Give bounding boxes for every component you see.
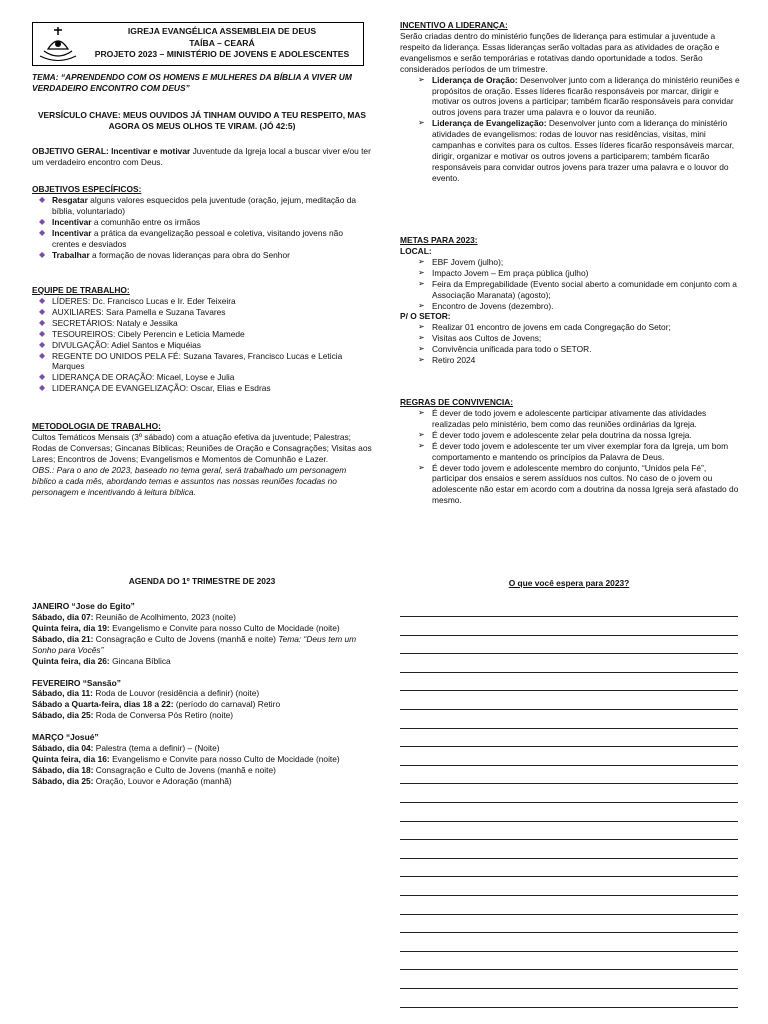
writing-line	[400, 802, 738, 803]
agenda-entry	[32, 656, 377, 667]
agenda-entry	[32, 743, 377, 754]
agenda-entry-text: Evangelismo e Convite para nosso Culto de Mocidade (noite)	[112, 754, 340, 765]
agenda-entry-text: Reunião de Acolhimento, 2023 (noite)	[95, 611, 236, 622]
equipe-item: ◆ AUXILIARES: Sara Pamella e Suzana Tavares	[32, 307, 372, 318]
writing-line	[400, 951, 738, 952]
meta-local-item: ➢ EBF Jovem (julho);	[400, 257, 740, 268]
writing-line	[400, 858, 738, 859]
agenda-entry	[32, 776, 377, 787]
agenda-entry-date: Sábado a Quarta-feira, dias 18 a 22:	[32, 699, 174, 710]
objetivo-geral-text: Juventude da Igreja local a buscar viver e/ou ter um verdadeiro encontro com Deus.	[32, 146, 371, 167]
objetivo-verb: Incentivar	[52, 216, 92, 227]
agenda-month-name: JANEIRO “Jose do Egito”	[32, 601, 135, 611]
objetivo-verb: Resgatar	[52, 194, 88, 205]
agenda-entry-date: Sábado, dia 07:	[32, 611, 94, 622]
agenda-month	[32, 732, 377, 787]
equipe-item: ◆ LIDERANÇA DE EVANGELIZAÇÃO: Oscar, Elias e Esdras	[32, 383, 372, 394]
writing-line	[400, 988, 738, 989]
equipe-item: ◆ DIVULGAÇÃO: Adiel Santos e Miquéias	[32, 340, 372, 351]
metodologia-obs: OBS.: Para o ano de 2023, baseado no tema geral, será trabalhado um personagem bíblico a cada mês, abordando temas e assuntos nas nossas reuniões focadas no personagem e incentivando à leitura bíblica.	[32, 464, 347, 497]
metodologia-text: Cultos Temáticos Mensais (3º sábado) com a atuação efetiva da juventude; Palestras; Rodas de Conversas; Gincanas Bíblicas; Reuniões de Oração e Consagrações; Visitas aos Lares; Encontros de Jovens; Evangelismos e Momentos de Comunhão e Lazer.	[32, 431, 372, 464]
equipe-item: ◆ REGENTE DO UNIDOS PELA FÉ: Suzana Tavares, Francisco Lucas e Leticia Marques	[32, 351, 372, 373]
agenda-entry-text: Consagração e Culto de Jovens (manhã e noite)	[95, 633, 276, 644]
agenda-entry	[32, 710, 377, 721]
meta-setor-item: ➢ Retiro 2024	[400, 355, 740, 366]
objetivo-text: a formação de novas lideranças para obra do Senhor	[92, 249, 290, 260]
incentivo-section	[400, 20, 740, 184]
writing-line	[400, 709, 738, 710]
writing-line	[400, 765, 738, 766]
agenda-entry	[32, 688, 377, 699]
church-name: IGREJA EVANGÉLICA ASSEMBLEIA DE DEUS	[127, 26, 317, 36]
agenda-month	[32, 601, 377, 667]
equipe-item: ◆ SECRETÁRIOS: Nataly e Jessika	[32, 318, 372, 329]
agenda-month-name: FEVEREIRO “Sansão”	[32, 677, 121, 688]
section-title: INCENTIVO A LIDERANÇA:	[400, 20, 508, 30]
church-logo-icon	[36, 25, 80, 63]
agenda-title-wrap	[32, 576, 372, 587]
agenda-entry-date: Sábado, dia 18:	[32, 764, 94, 775]
writing-line	[400, 672, 738, 673]
writing-line	[400, 746, 738, 747]
agenda-entry	[32, 765, 377, 776]
meta-setor-item: ➢ Convivência unificada para todo o SETOR.	[400, 344, 740, 355]
agenda-title: AGENDA DO 1º TRIMESTRE DE 2023	[128, 576, 276, 586]
section-title: REGRAS DE CONVIVENCIA:	[400, 397, 514, 407]
agenda-entry	[32, 754, 377, 765]
objetivo-item	[32, 250, 372, 261]
equipe-item: ◆ LIDERANÇA DE ORAÇÃO: Micael, Loyse e Julia	[32, 372, 372, 383]
agenda-section	[32, 601, 377, 798]
section-title: METAS PARA 2023:	[400, 235, 478, 245]
incentivo-text: Desenvolver junto com a liderança do ministério reuniões e propósitos de oração. Esses líderes ficarão responsáveis por marcar, dirigir e motivar os outros jovens a participar; também ficarão responsáveis para convidar outros jovens para trazer uma palavra e o louvor da reunião.	[432, 74, 740, 118]
equipe-section	[32, 285, 372, 394]
agenda-entry-text: (período do carnaval) Retiro	[175, 699, 281, 710]
writing-line	[400, 653, 738, 654]
metas-setor-list	[400, 322, 740, 366]
meta-local-item: ➢ Impacto Jovem – Em praça pública (julho)	[400, 268, 740, 279]
tema-section	[32, 72, 372, 94]
objetivo-verb: Trabalhar	[52, 249, 90, 260]
objetivo-geral-label: OBJETIVO GERAL:	[32, 146, 109, 156]
church-location: TAÍBA – CEARÁ	[189, 37, 255, 48]
agenda-entry-tema: Tema: “Deus tem um Sonho para Vocês”	[32, 633, 357, 655]
versiculo-section	[32, 110, 372, 132]
regras-section	[400, 397, 740, 506]
objetivo-text: a comunhão entre os irmãos	[93, 216, 201, 227]
regra-item: ➢ É dever todo jovem e adolescente ter um viver exemplar fora da Igreja, um bom comportamento e mantendo os princípios da Palavra de Deus.	[400, 441, 740, 463]
writing-line	[400, 895, 738, 896]
agenda-entry	[32, 699, 377, 710]
writing-line	[400, 932, 738, 933]
writing-line	[400, 839, 738, 840]
incentivo-intro: Serão criadas dentro do ministério funções de liderança para estimular a juventude a respeito da liderança. Essas lideranças serão voltadas para as atividades de oração e evangelismos e serão temporárias e rotativas dando oportunidade a todos. Serão considerados períodos de um trimestre.	[400, 30, 720, 74]
expectativa-title-wrap	[400, 578, 738, 589]
metas-local-list	[400, 257, 740, 312]
equipe-item: ◆ LÍDERES: Dc. Francisco Lucas e Ir. Eder Teixeira	[32, 296, 372, 307]
writing-line	[400, 1007, 738, 1008]
objetivo-verb: Incentivar	[52, 227, 92, 238]
objetivo-text: a prática da evangelização pessoal e coletiva, visitando jovens não crentes e desviados	[52, 227, 343, 249]
agenda-month	[32, 678, 377, 722]
objetivo-item	[32, 228, 372, 250]
agenda-entry-date: Sábado, dia 25:	[32, 710, 94, 721]
regras-list	[400, 408, 740, 506]
objetivo-item	[32, 195, 372, 217]
incentivo-text: Desenvolver junto com a liderança do ministério atividades de evangelismos: rodas de louvor nas residências, visitas, mini campanhas e convites para os cultos. Esses líderes ficarão responsáveis marcar, dirigir, organizar e motivar os outros jovens a participarem; também ficarão responsáveis para convidar outros jovens para trazer uma palavra e o louvor do evento.	[432, 118, 735, 183]
section-title: METODOLOGIA DE TRABALHO:	[32, 421, 161, 431]
document-header	[32, 22, 364, 66]
agenda-entry-text: Gincana Bíblica	[112, 655, 171, 666]
equipe-list	[32, 296, 372, 394]
incentivo-list	[400, 75, 740, 184]
agenda-entry-text: Palestra (tema a definir) – (Noite)	[95, 743, 220, 754]
agenda-entry-date: Quinta feira, dia 19:	[32, 622, 110, 633]
agenda-entry-date: Sábado, dia 11:	[32, 688, 93, 699]
agenda-entry-date: Sábado, dia 25:	[32, 775, 94, 786]
agenda-month-name: MARÇO “Josué”	[32, 732, 99, 743]
metas-local-label: LOCAL:	[400, 245, 432, 256]
writing-line	[400, 690, 738, 691]
writing-line	[400, 821, 738, 822]
objetivos-list	[32, 195, 372, 261]
regra-item: ➢ É dever todo jovem e adolescente membro do conjunto, “Unidos pela Fé”, participar dos ensaios e serem assíduos nos cultos. No caso de o jovem ou adolescente não estar em acordo com a doutrina da nossa Igreja será afastado do mesmo.	[400, 463, 740, 507]
versiculo-text: VERSÍCULO CHAVE: MEUS OUVIDOS JÁ TINHAM OUVIDO A TEU RESPEITO, MAS AGORA OS MEUS OLHOS TE VIRAM. (JÓ 42:5)	[37, 110, 367, 131]
metodologia-section	[32, 421, 372, 497]
writing-line	[400, 969, 738, 970]
meta-setor-item: ➢ Visitas aos Cultos de Jovens;	[400, 333, 740, 344]
header-titles	[83, 26, 361, 61]
regra-item: ➢ É dever de todo jovem e adolescente participar ativamente das atividades realizadas pelo ministério, bem como das reuniões ordinárias da Igreja.	[400, 408, 740, 430]
tema-text: TEMA: “APRENDENDO COM OS HOMENS E MULHERES DA BÍBLIA A VIVER UM VERDADEIRO ENCONTRO COM DEUS”	[32, 72, 352, 93]
agenda-entry	[32, 634, 377, 656]
agenda-entry-date: Sábado, dia 21:	[32, 633, 94, 644]
objetivo-geral-bold: Incentivar e motivar	[111, 146, 191, 156]
agenda-entry-date: Sábado, dia 04:	[32, 743, 94, 754]
objetivo-geral-paragraph	[32, 146, 372, 168]
writing-line	[400, 635, 738, 636]
objetivo-item	[32, 217, 372, 228]
incentivo-label: Liderança de Oração:	[432, 74, 518, 85]
objetivo-geral-section	[32, 146, 372, 168]
writing-line	[400, 876, 738, 877]
metas-setor-label: P/ O SETOR:	[400, 311, 451, 322]
metas-section	[400, 235, 740, 366]
agenda-entry-text: Oração, Louvor e Adoração (manhã)	[95, 775, 232, 786]
agenda-entry	[32, 623, 377, 634]
meta-setor-item: ➢ Realizar 01 encontro de jovens em cada Congregação do Setor;	[400, 322, 740, 333]
agenda-entry-date: Quinta feira, dia 26:	[32, 655, 110, 666]
section-title: EQUIPE DE TRABALHO:	[32, 285, 130, 295]
objetivo-text: alguns valores esquecidos pela juventude (oração, jejum, meditação da bíblia, voluntariado)	[52, 194, 357, 216]
writing-line	[400, 783, 738, 784]
agenda-entry-text: Roda de Conversa Pós Retiro (noite)	[95, 710, 234, 721]
agenda-entry-date: Quinta feira, dia 16:	[32, 754, 110, 765]
writing-line	[400, 728, 738, 729]
project-title: PROJETO 2023 – MINISTÉRIO DE JOVENS E ADOLESCENTES	[94, 49, 350, 60]
incentivo-item	[400, 75, 740, 119]
objetivos-especificos-section	[32, 184, 372, 260]
writing-line	[400, 616, 738, 617]
regra-item: ➢ É dever todo jovem e adolescente zelar pela doutrina da nossa Igreja.	[400, 430, 740, 441]
equipe-item: ◆ TESOUREIROS: Cibely Perencin e Leticia Mamede	[32, 329, 372, 340]
writing-line	[400, 914, 738, 915]
expectativa-title: O que você espera para 2023?	[508, 578, 630, 588]
meta-local-item: ➢ Encontro de Jovens (dezembro).	[400, 301, 740, 312]
meta-local-item: ➢ Feira da Empregabilidade (Evento social aberto a comunidade em conjunto com a Associação Maranata) (agosto);	[400, 279, 740, 301]
agenda-entry	[32, 612, 377, 623]
agenda-entry-text: Evangelismo e Convite para nosso Culto de Mocidade (noite)	[112, 622, 340, 633]
incentivo-label: Liderança de Evangelização:	[432, 118, 547, 129]
agenda-entry-text: Consagração e Culto de Jovens (manhã e noite)	[95, 764, 276, 775]
agenda-entry-text: Roda de Louvor (residência a definir) (noite)	[95, 688, 260, 699]
section-title: OBJETIVOS ESPECÍFICOS:	[32, 184, 142, 194]
incentivo-item	[400, 118, 740, 184]
